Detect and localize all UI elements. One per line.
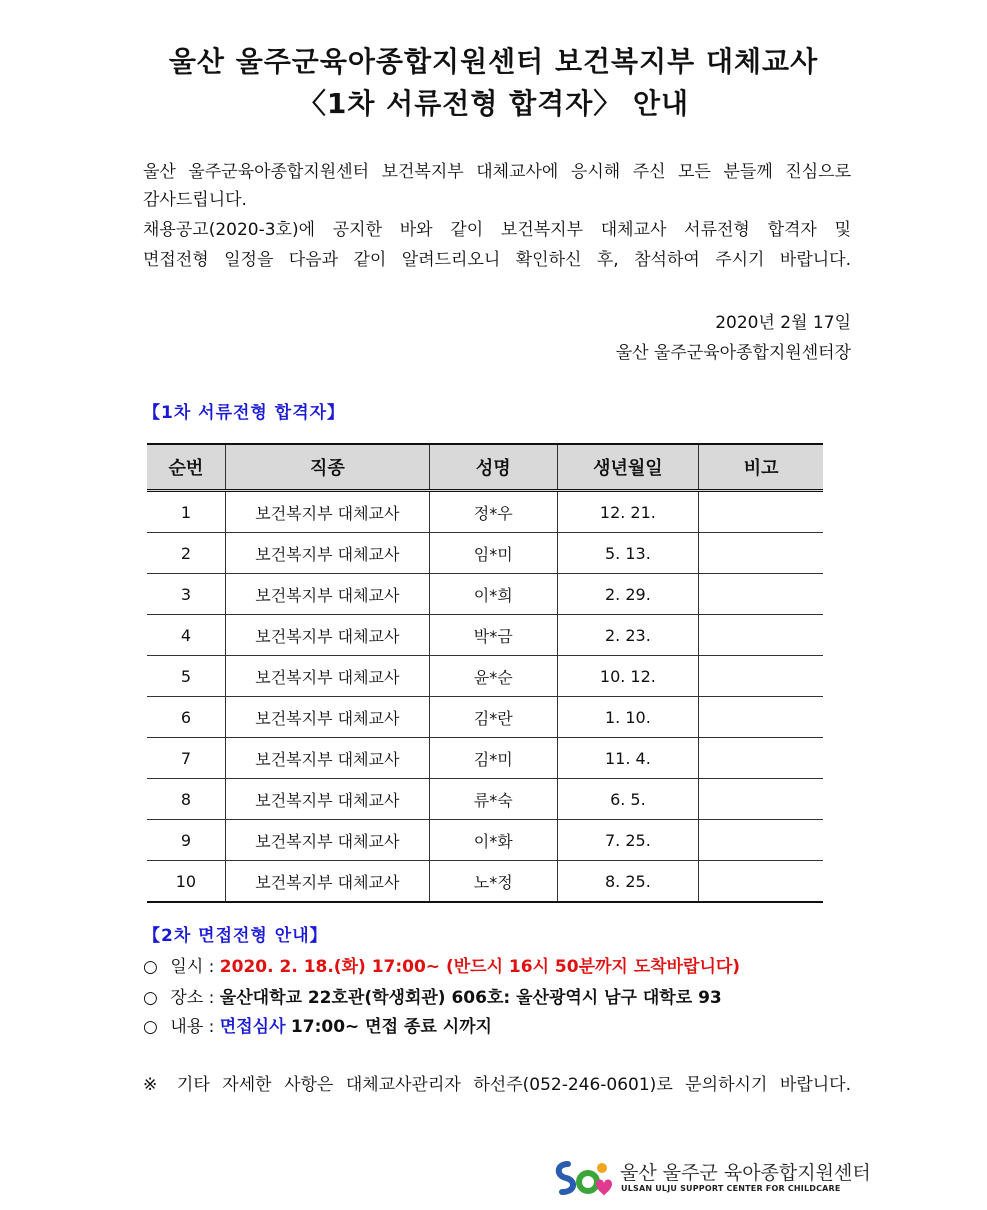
table-cell-job: 보건복지부 대체교사 [225, 574, 429, 615]
table-cell-name: 박*금 [429, 615, 557, 656]
interview-place-label: 장소 : [170, 988, 215, 1008]
table-cell-birth: 2. 23. [557, 615, 699, 656]
table-cell-no: 6 [147, 697, 225, 738]
interview-content-label: 내용 : [170, 1017, 215, 1037]
table-cell-job: 보건복지부 대체교사 [225, 615, 429, 656]
intro-line-3: 채용공고(2020-3호)에 공지한 바와 같이 보건복지부 대체교사 서류전형 합격자 및 [143, 220, 851, 240]
table-cell-birth: 6. 5. [557, 779, 699, 820]
table-cell-name: 김*미 [429, 738, 557, 779]
issuer-name: 울산 울주군육아종합지원센터장 [615, 343, 851, 363]
center-logo-subtitle: ULSAN ULJU SUPPORT CENTER FOR CHILDCARE [621, 1184, 841, 1193]
center-logo [552, 1158, 871, 1198]
table-cell-no: 9 [147, 820, 225, 861]
column-header: 생년월일 [557, 444, 699, 491]
table-row [147, 820, 823, 861]
table-row [147, 615, 823, 656]
table-cell-no: 8 [147, 779, 225, 820]
document-subtitle: 〈1차 서류전형 합격자〉 안내 [297, 87, 690, 120]
table-cell-job: 보건복지부 대체교사 [225, 491, 429, 533]
table-cell-birth: 5. 13. [557, 533, 699, 574]
table-row [147, 491, 823, 533]
table-row [147, 574, 823, 615]
table-cell-no: 5 [147, 656, 225, 697]
column-header: 성명 [429, 444, 557, 491]
table-cell-name: 정*우 [429, 491, 557, 533]
interview-content-highlight: 면접심사 [219, 1017, 286, 1037]
table-cell-no: 2 [147, 533, 225, 574]
interview-date-value: 2020. 2. 18.(화) 17:00~ (반드시 16시 50분까지 도착바랍니다) [219, 957, 741, 977]
table-row [147, 738, 823, 779]
passed-applicants-table [147, 443, 823, 903]
table-cell-note [699, 656, 823, 697]
interview-content-line [143, 1012, 492, 1037]
interview-date-line [143, 952, 740, 977]
intro-line-2: 감사드립니다. [143, 190, 247, 210]
table-cell-no: 1 [147, 491, 225, 533]
table-cell-note [699, 779, 823, 820]
table-cell-birth: 11. 4. [557, 738, 699, 779]
column-header: 순번 [147, 444, 225, 491]
table-row [147, 697, 823, 738]
intro-line-1: 울산 울주군육아종합지원센터 보건복지부 대체교사에 응시해 주신 모든 분들께 진심으로 [143, 162, 851, 182]
center-logo-icon [552, 1158, 614, 1198]
document-title: 울산 울주군육아종합지원센터 보건복지부 대체교사 [168, 45, 819, 78]
table-cell-birth: 7. 25. [557, 820, 699, 861]
table-cell-note [699, 738, 823, 779]
table-cell-no: 10 [147, 861, 225, 903]
interview-place-value: 울산대학교 22호관(학생회관) 606호: 울산광역시 남구 대학로 93 [219, 988, 722, 1008]
table-cell-no: 7 [147, 738, 225, 779]
table-cell-job: 보건복지부 대체교사 [225, 697, 429, 738]
table-cell-job: 보건복지부 대체교사 [225, 738, 429, 779]
table-cell-note [699, 615, 823, 656]
table-cell-note [699, 491, 823, 533]
table-row [147, 533, 823, 574]
column-header: 비고 [699, 444, 823, 491]
table-cell-job: 보건복지부 대체교사 [225, 820, 429, 861]
table-cell-job: 보건복지부 대체교사 [225, 533, 429, 574]
table-cell-birth: 12. 21. [557, 491, 699, 533]
table-cell-name: 이*화 [429, 820, 557, 861]
table-row [147, 779, 823, 820]
table-cell-name: 임*미 [429, 533, 557, 574]
bullet-circle-icon: ○ [143, 957, 158, 977]
table-row [147, 656, 823, 697]
table-row [147, 861, 823, 903]
table-cell-job: 보건복지부 대체교사 [225, 779, 429, 820]
intro-line-4: 면접전형 일정을 다음과 같이 알려드리오니 확인하신 후, 참석하여 주시기 바랍니다. [143, 250, 851, 270]
table-cell-note [699, 820, 823, 861]
table-header-row [147, 444, 823, 491]
table-cell-name: 윤*순 [429, 656, 557, 697]
table-cell-name: 이*희 [429, 574, 557, 615]
table-cell-job: 보건복지부 대체교사 [225, 656, 429, 697]
table-cell-birth: 2. 29. [557, 574, 699, 615]
section-heading-interview: 【2차 면접전형 안내】 [143, 926, 328, 946]
table-cell-note [699, 697, 823, 738]
bullet-circle-icon: ○ [143, 988, 158, 1008]
table-cell-no: 3 [147, 574, 225, 615]
table-cell-birth: 1. 10. [557, 697, 699, 738]
table-cell-birth: 8. 25. [557, 861, 699, 903]
interview-place-line [143, 983, 722, 1008]
section-heading-document-screening: 【1차 서류전형 합격자】 [143, 403, 346, 423]
bullet-circle-icon: ○ [143, 1017, 158, 1037]
interview-content-value: 17:00~ 면접 종료 시까지 [290, 1017, 492, 1037]
interview-date-label: 일시 : [170, 957, 215, 977]
table-cell-name: 류*숙 [429, 779, 557, 820]
issue-date: 2020년 2월 17일 [715, 313, 851, 333]
table-cell-note [699, 574, 823, 615]
table-cell-name: 김*란 [429, 697, 557, 738]
table-cell-no: 4 [147, 615, 225, 656]
center-logo-name: 울산 울주군 육아종합지원센터 [620, 1162, 871, 1184]
table-cell-name: 노*정 [429, 861, 557, 903]
column-header: 직종 [225, 444, 429, 491]
table-cell-job: 보건복지부 대체교사 [225, 861, 429, 903]
table-cell-birth: 10. 12. [557, 656, 699, 697]
table-cell-note [699, 861, 823, 903]
table-cell-note [699, 533, 823, 574]
contact-note: ※ 기타 자세한 사항은 대체교사관리자 하선주(052-246-0601)로 문의하시기 바랍니다. [143, 1075, 851, 1095]
